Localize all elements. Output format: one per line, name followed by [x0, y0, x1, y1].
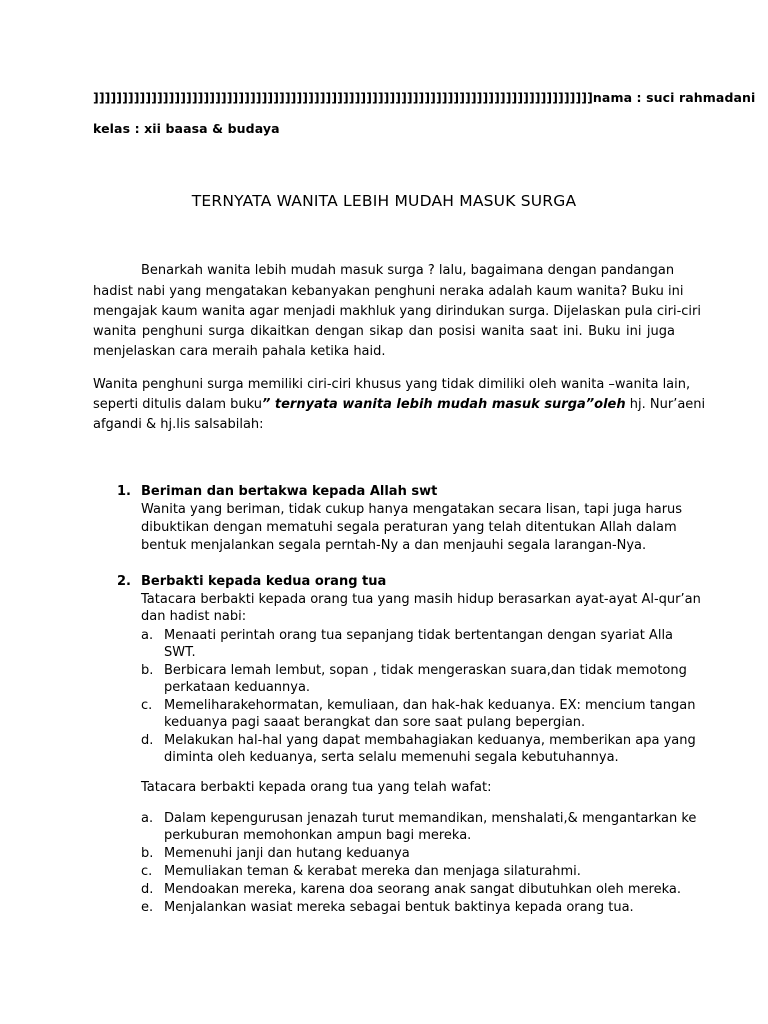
- list-item-line: diminta oleh keduanya, serta selalu memenuhi segala kebutuhannya.: [164, 750, 619, 765]
- list-item-line: Mendoakan mereka, karena doa seorang anak sangat dibutuhkan oleh mereka.: [164, 882, 682, 897]
- list-letter: e.: [141, 900, 154, 915]
- item-line: Tatacara berbakti kepada orang tua yang masih hidup berasarkan ayat-ayat Al-qur’an: [141, 592, 701, 607]
- list-letter: b.: [141, 846, 154, 861]
- book-title-emphasis: ” ternyata wanita lebih mudah masuk surga”oleh: [262, 397, 626, 412]
- class-line: kelas : xii baasa & budaya: [93, 121, 280, 136]
- list-letter: b.: [141, 663, 154, 678]
- item-title: Berbakti kepada kedua orang tua: [141, 574, 387, 589]
- deceased-intro: Tatacara berbakti kepada orang tua yang telah wafat:: [141, 780, 492, 795]
- list-item-line: Dalam kepengurusan jenazah turut memandikan, menshalati,& mengantarkan ke: [164, 811, 697, 826]
- para2-line-2-post: hj. Nur’aeni: [625, 397, 706, 412]
- list-item-line: Melakukan hal-hal yang dapat membahagiakan keduanya, memberikan apa yang: [164, 733, 696, 748]
- item-line: Wanita yang beriman, tidak cukup hanya mengatakan secara lisan, tapi juga harus: [141, 502, 683, 517]
- list-item-line: perkuburan memohonkan ampun bagi mereka.: [164, 828, 472, 843]
- intro-line-5: menjelaskan cara meraih pahala ketika haid.: [93, 344, 386, 359]
- list-item-line: Berbicara lemah lembut, sopan , tidak mengeraskan suara,dan tidak memotong: [164, 663, 687, 678]
- item-line: bentuk menjalankan segala perntah-Ny a dan menjauhi segala larangan-Nya.: [141, 538, 647, 553]
- list-item-line: keduanya pagi saaat berangkat dan sore saat pulang bepergian.: [164, 715, 586, 730]
- para2-line-2-pre: seperti ditulis dalam buku: [93, 397, 262, 412]
- item-number: 1.: [117, 484, 131, 499]
- list-item-line: Memeliharakehormatan, kemuliaan, dan hak-hak keduanya. EX: mencium tangan: [164, 698, 696, 713]
- document-title: TERNYATA WANITA LEBIH MUDAH MASUK SURGA: [191, 192, 577, 210]
- list-letter: d.: [141, 733, 154, 748]
- intro-line-1: Benarkah wanita lebih mudah masuk surga ? lalu, bagaimana dengan pandangan: [141, 263, 675, 278]
- list-item-line: Memenuhi janji dan hutang keduanya: [164, 846, 410, 861]
- list-letter: d.: [141, 882, 154, 897]
- list-item-line: Menaati perintah orang tua sepanjang tidak bertentangan dengan syariat Alla: [164, 628, 674, 643]
- list-item-line: perkataan keduannya.: [164, 680, 311, 695]
- list-letter: c.: [141, 698, 153, 713]
- item-line: dan hadist nabi:: [141, 609, 247, 624]
- list-letter: a.: [141, 811, 154, 826]
- item-line: dibuktikan dengan mematuhi segala peraturan yang telah ditentukan Allah dalam: [141, 520, 677, 535]
- name-line: ]]]]]]]]]]]]]]]]]]]]]]]]]]]]]]]]]]]]]]]]]]]]]]]]]]]]]]]]]]]]]]]]]]]]]]]]]]]]]]]]]]]]]]nama : suci rahmadani: [93, 90, 756, 105]
- para2-line-1: Wanita penghuni surga memiliki ciri-ciri khusus yang tidak dimiliki oleh wanita –wanita lain,: [93, 377, 691, 392]
- list-letter: a.: [141, 628, 154, 643]
- item-title: Beriman dan bertakwa kepada Allah swt: [141, 484, 438, 499]
- para2-line-2: [93, 397, 705, 412]
- list-item-line: SWT.: [164, 645, 196, 660]
- intro-line-3: mengajak kaum wanita agar menjadi makhluk yang dirindukan surga. Dijelaskan pula ciri-ciri: [93, 304, 701, 319]
- intro-line-2: hadist nabi yang mengatakan kebanyakan penghuni neraka adalah kaum wanita? Buku ini: [93, 284, 684, 299]
- list-item-line: Menjalankan wasiat mereka sebagai bentuk baktinya kepada orang tua.: [164, 900, 634, 915]
- para2-line-3: afgandi & hj.lis salsabilah:: [93, 417, 264, 432]
- list-letter: c.: [141, 864, 153, 879]
- item-number: 2.: [117, 574, 131, 589]
- intro-line-4: wanita penghuni surga dikaitkan dengan sikap dan posisi wanita saat ini. Buku ini juga: [93, 324, 675, 339]
- list-item-line: Memuliakan teman & kerabat mereka dan menjaga silaturahmi.: [164, 864, 581, 879]
